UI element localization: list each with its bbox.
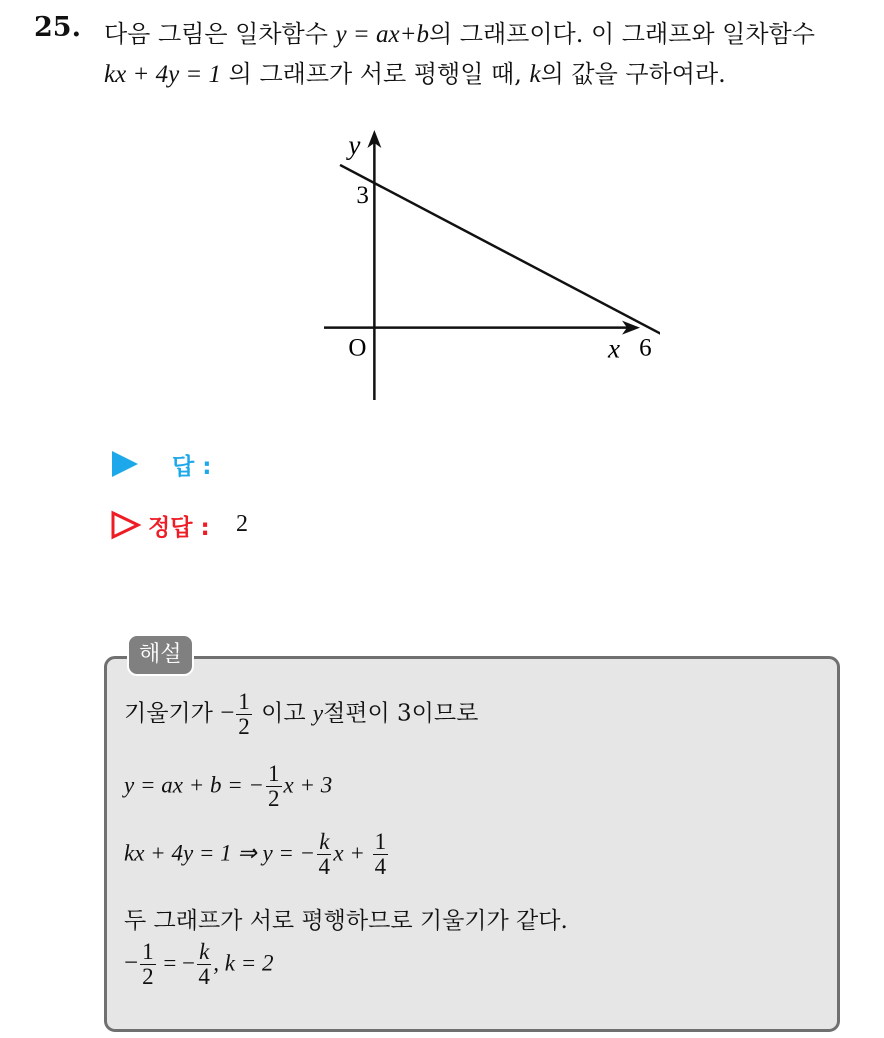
- numerator: k: [199, 939, 210, 964]
- numerator: 1: [268, 761, 280, 786]
- equation: = −: [157, 950, 196, 976]
- denominator: 2: [238, 714, 250, 740]
- answer-label: 답 :: [172, 454, 212, 480]
- numerator: 1: [238, 689, 250, 714]
- explanation-line-4: 두 그래프가 서로 평행하므로 기울기가 같다.: [124, 908, 568, 934]
- explanation-line-3: [124, 830, 390, 879]
- text: 이고: [253, 700, 313, 727]
- correct-answer-arrow-icon: [110, 510, 142, 544]
- numerator: 1: [374, 829, 387, 854]
- fraction: [140, 940, 156, 989]
- fraction: [373, 830, 389, 879]
- answer-arrow-icon: [110, 450, 140, 482]
- question-text: 의 그래프가 서로 평행일 때,: [221, 60, 530, 88]
- variable: y: [312, 700, 324, 726]
- correct-answer-value: 2: [236, 511, 248, 537]
- question-text: 다음 그림은 일차함수: [104, 20, 336, 48]
- explanation-line-2: [124, 762, 332, 811]
- y-intercept-label: 3: [356, 182, 369, 210]
- correct-answer-label: 정답 :: [148, 515, 210, 541]
- numerator: 1: [142, 939, 154, 964]
- numerator: k: [319, 829, 330, 854]
- fraction: [317, 830, 331, 879]
- text: 기울기가: [124, 700, 221, 727]
- question-text: 의 값을 구하여라.: [540, 60, 726, 88]
- explanation-tag: 해설: [127, 634, 194, 676]
- denominator: 2: [268, 786, 280, 812]
- equation: kx + 4y = 1 ⇒ y = −: [124, 840, 316, 866]
- x-axis-label: x: [608, 333, 620, 364]
- question-number: 25.: [34, 12, 81, 43]
- minus-sign: −: [124, 949, 139, 977]
- function-line: [340, 165, 660, 352]
- text: 절편이 3이므로: [323, 700, 479, 727]
- denominator: 4: [198, 964, 210, 990]
- fraction: [236, 690, 252, 739]
- question-line-2: [104, 54, 726, 89]
- equation: , k = 2: [213, 950, 274, 976]
- explanation-line-1: [124, 690, 478, 739]
- denominator: 2: [142, 964, 154, 990]
- origin-label: O: [348, 334, 367, 362]
- x-intercept-label: 6: [639, 334, 652, 362]
- equation: x +: [333, 840, 371, 866]
- linear-function-graph: [300, 120, 660, 410]
- equation: y = ax + b = −: [124, 772, 264, 798]
- question-line-1: [104, 14, 815, 49]
- fraction: [197, 940, 211, 989]
- question-text: 의 그래프이다. 이 그래프와 일차함수: [428, 20, 815, 48]
- minus-sign: −: [220, 699, 235, 727]
- denominator: 4: [318, 854, 331, 880]
- explanation-line-5: [124, 940, 274, 989]
- equation: x + 3: [283, 772, 333, 798]
- question-variable: k: [529, 61, 541, 88]
- fraction: [266, 762, 282, 811]
- y-axis-label: y: [348, 130, 361, 160]
- question-equation: kx + 4y = 1: [104, 61, 222, 88]
- question-equation: y = ax+b: [335, 21, 429, 48]
- denominator: 4: [374, 854, 387, 880]
